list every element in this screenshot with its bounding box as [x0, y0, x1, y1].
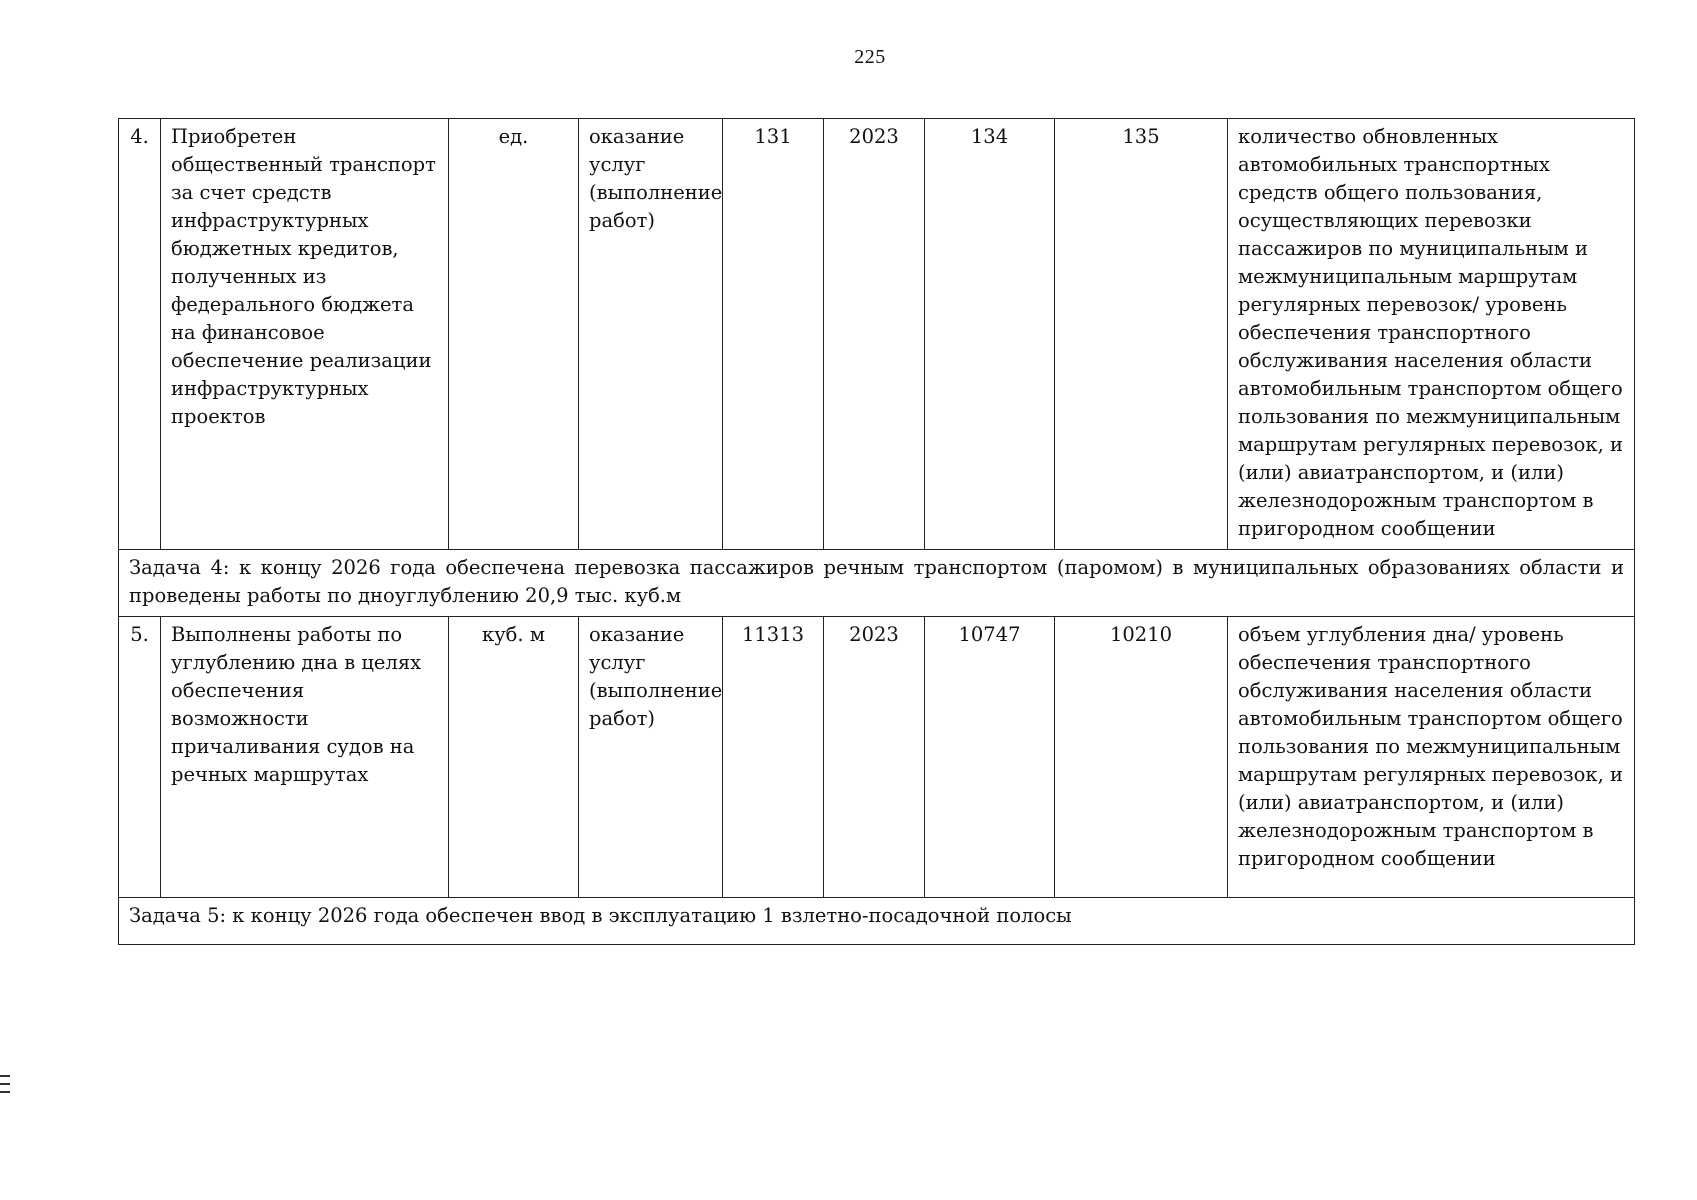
base-year: 2023	[824, 119, 925, 550]
result-name: Выполнены работы по углублению дна в целях обеспечения возможности причаливания судов на речных маршрутах	[161, 617, 449, 898]
margin-mark	[0, 1075, 10, 1077]
results-table	[118, 118, 1635, 945]
margin-mark	[0, 1083, 10, 1085]
row-number: 5.	[119, 617, 161, 898]
unit-of-measure: куб. м	[449, 617, 579, 898]
value-2026: 10210	[1055, 617, 1228, 898]
task-row	[119, 898, 1635, 945]
page-number: 225	[854, 46, 886, 68]
base-year: 2023	[824, 617, 925, 898]
unit-of-measure: ед.	[449, 119, 579, 550]
value-2025: 134	[925, 119, 1055, 550]
table-row	[119, 119, 1635, 550]
indicator-link: объем углубления дна/ уровень обеспечения транспортного обслуживания населения области автомобильным транспортом общего пользования по межмуниципальным маршрутам регулярных перевозок, и (или) авиатранспортом, и (или) железнодорожным транспортом в пригородном сообщении	[1228, 617, 1635, 898]
indicator-link: количество обновленных автомобильных транспортных средств общего пользования, осуществляющих перевозки пассажиров по муниципальным и межмуниципальным маршрутам регулярных перевозок/ уровень обеспечения транспортного обслуживания населения области автомобильным транспортом общего пользования по межмуниципальным маршрутам регулярных перевозок, и (или) авиатранспортом, и (или) железнодорожным транспортом в пригородном сообщении	[1228, 119, 1635, 550]
margin-mark	[0, 1091, 10, 1093]
task-row	[119, 550, 1635, 617]
table-row	[119, 617, 1635, 898]
task-5-text: Задача 5: к концу 2026 года обеспечен ввод в эксплуатацию 1 взлетно-посадочной полосы	[119, 898, 1635, 945]
value-2025: 10747	[925, 617, 1055, 898]
result-type: оказание услуг (выполнение работ)	[579, 119, 723, 550]
row-number: 4.	[119, 119, 161, 550]
result-type: оказание услуг (выполнение работ)	[579, 617, 723, 898]
base-value: 11313	[723, 617, 824, 898]
value-2026: 135	[1055, 119, 1228, 550]
base-value: 131	[723, 119, 824, 550]
result-name: Приобретен общественный транспорт за счет средств инфраструктурных бюджетных кредитов, полученных из федерального бюджета на финансовое обеспечение реализации инфраструктурных проектов	[161, 119, 449, 550]
task-4-text: Задача 4: к концу 2026 года обеспечена перевозка пассажиров речным транспортом (паромом) в муниципальных образованиях области и проведены работы по дноуглублению 20,9 тыс. куб.м	[119, 550, 1635, 617]
